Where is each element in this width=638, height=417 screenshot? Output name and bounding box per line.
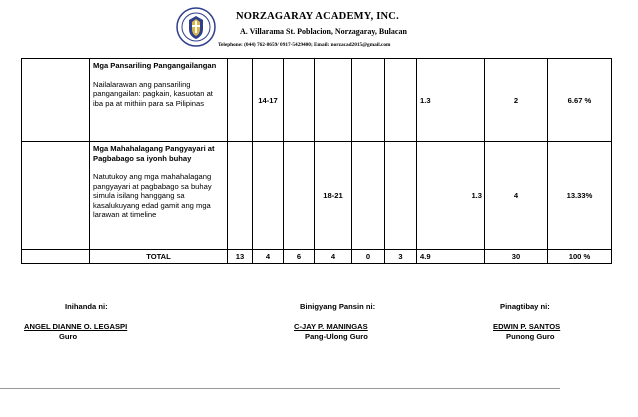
table-cell [22,250,90,264]
table-row [22,142,612,250]
total-cell: 0 [352,250,385,264]
table-cell [385,59,417,142]
item-count: 4 [485,142,548,250]
approved-by-label: Pinagtibay ni: [500,302,550,311]
total-cell: 3 [385,250,417,264]
document-header [0,0,638,58]
table-cell [284,59,315,142]
prepared-by-role: Guro [59,332,78,341]
percent-value: 6.67 % [548,59,612,142]
footer-divider [0,388,560,389]
prepared-by-name: ANGEL DIANNE O. LEGASPI [24,322,128,331]
topic-description: Nailalarawan ang pansariling pangangailan: pagkain, kasuotan at iba pa at mithiin para sa Pilipinas [93,79,213,108]
table-cell [228,142,253,250]
table-cell [385,142,417,250]
total-weight: 4.9 [417,250,485,264]
table-of-specification [21,58,612,264]
total-cell: 13 [228,250,253,264]
table-cell [315,59,352,142]
weight-value: 1.3 [417,59,485,142]
approved-by-role: Punong Guro [506,332,555,341]
total-cell: 4 [315,250,352,264]
total-cell: 6 [284,250,315,264]
item-range: 14-17 [253,59,284,142]
topic-cell [90,142,228,250]
table-cell [352,142,385,250]
topic-title: Mga Mahahalagang Pangyayari at Pagbabago sa iyonh buhay [93,144,215,163]
total-percent: 100 % [548,250,612,264]
total-count: 30 [485,250,548,264]
table-cell [22,142,90,250]
prepared-by-label: Inihanda ni: [65,302,108,311]
topic-title: Mga Pansariling Pangangailangan [93,61,217,70]
table-cell [253,142,284,250]
noted-by-label: Binigyang Pansin ni: [300,302,376,311]
school-name: NORZAGARAY ACADEMY, INC. [236,11,399,22]
noted-by-role: Pang-Ulong Guro [305,332,368,341]
weight-value: 1.3 [417,142,485,250]
total-label: TOTAL [90,250,228,264]
table-cell [284,142,315,250]
item-range: 18-21 [315,142,352,250]
total-row [22,250,612,264]
school-address: A. Villarama St. Poblacion, Norzagaray, Bulacan [240,27,407,36]
school-seal-icon [176,7,216,47]
percent-value: 13.33% [548,142,612,250]
table-cell [228,59,253,142]
noted-by-name: C-JAY P. MANINGAS [294,322,368,331]
approved-by-name: EDWIN P. SANTOS [493,322,561,331]
table-row [22,59,612,142]
table-cell [352,59,385,142]
topic-description: Natutukoy ang mga mahahalagang pangyayari at pagbabago sa buhay simula isilang hanggang sa kasalukuyang edad gamit ang mga larawan at timeline [93,172,212,219]
table-cell [22,59,90,142]
item-count: 2 [485,59,548,142]
total-cell: 4 [253,250,284,264]
topic-cell [90,59,228,142]
school-contact: Telephone: (044) 762-8659/ 0917-5429400; Email: norzacad2015@gmail.com [218,42,391,48]
